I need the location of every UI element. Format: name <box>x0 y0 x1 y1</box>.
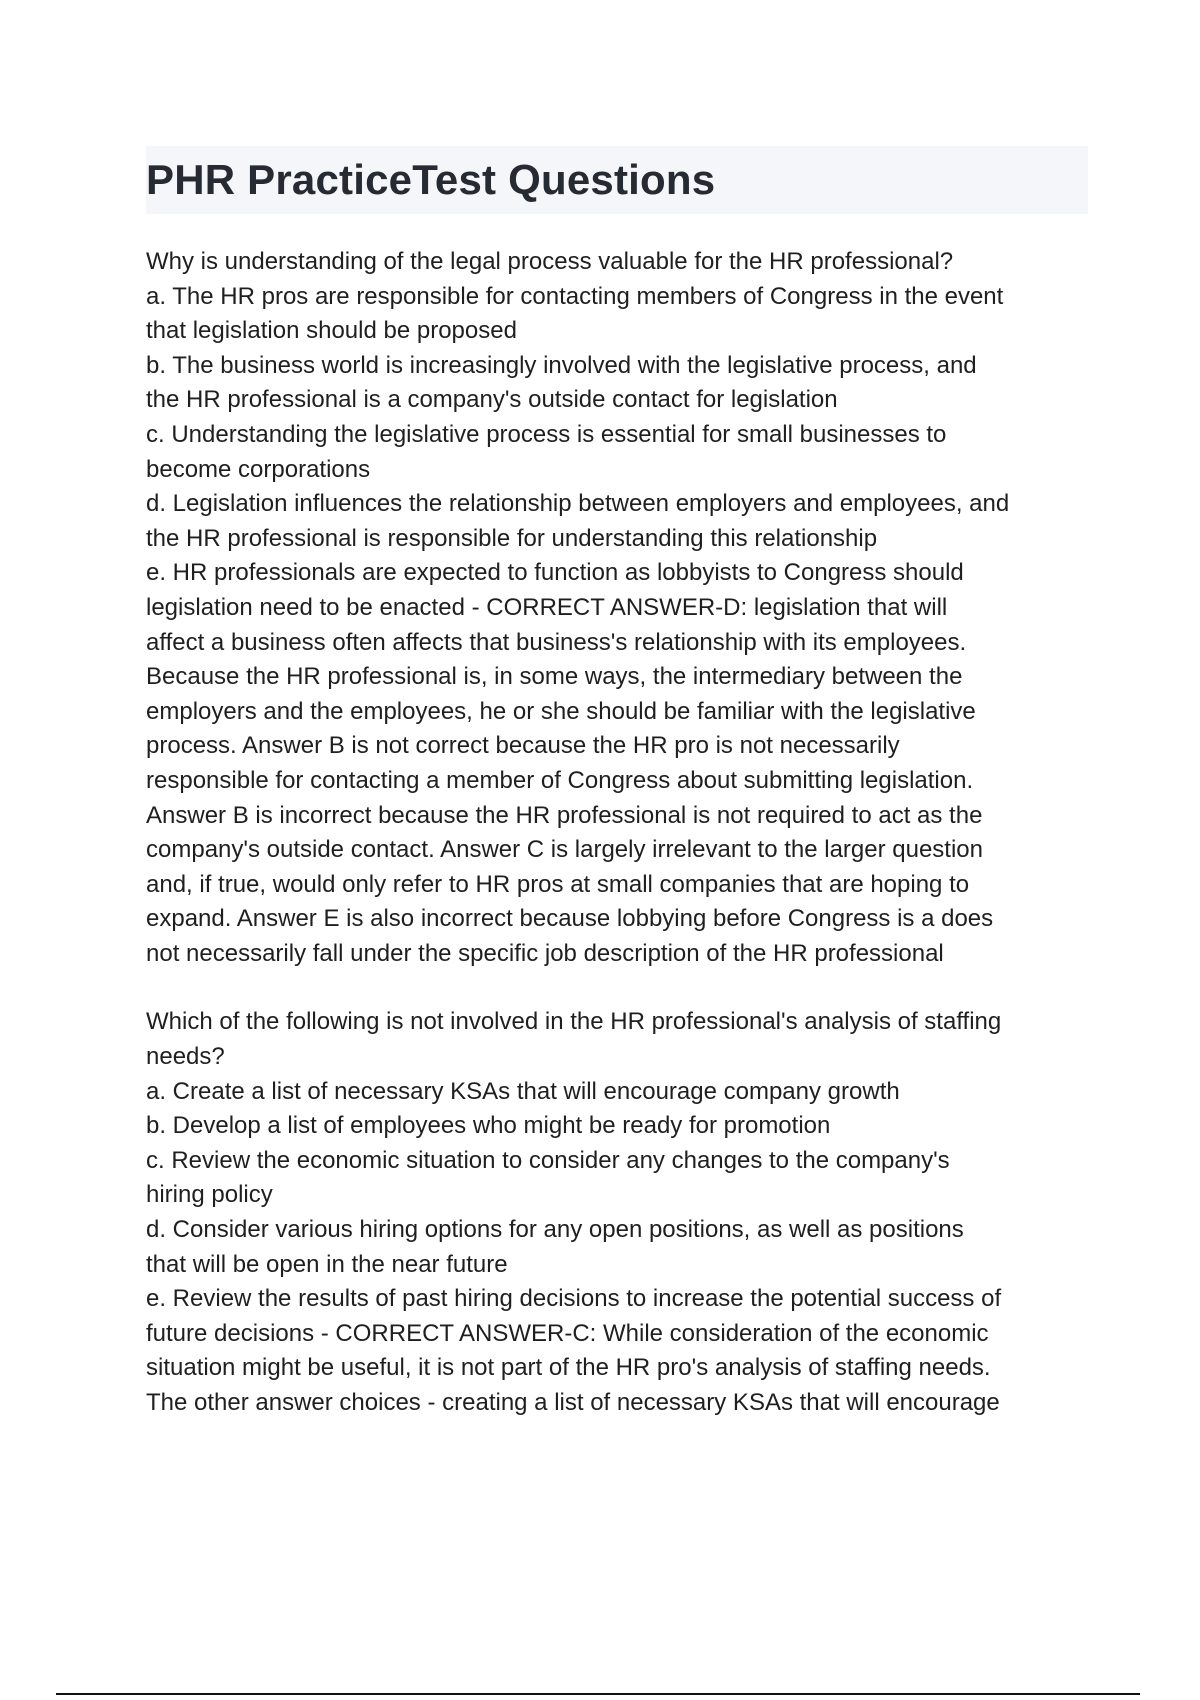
text-line: and, if true, would only refer to HR pros at small companies that are hoping to <box>146 870 970 898</box>
text-line: c. Understanding the legislative process is essential for small businesses to <box>146 420 947 448</box>
text-line: not necessarily fall under the specific job description of the HR professional <box>146 939 944 967</box>
text-line: that legislation should be proposed <box>146 317 517 345</box>
text-line: responsible for contacting a member of Congress about submitting legislation. <box>146 766 974 794</box>
text-line: expand. Answer E is also incorrect because lobbying before Congress is a does <box>146 905 994 933</box>
text-line: needs? <box>146 1043 225 1071</box>
text-line: affect a business often affects that business's relationship with its employees. <box>146 628 967 656</box>
text-line: company's outside contact. Answer C is largely irrelevant to the larger question <box>146 836 983 864</box>
text-line: b. Develop a list of employees who might be ready for promotion <box>146 1112 831 1140</box>
text-line: a. The HR pros are responsible for contacting members of Congress in the event <box>146 282 1004 310</box>
text-line: d. Legislation influences the relationship between employers and employees, and <box>146 490 1010 518</box>
text-line: Which of the following is not involved in the HR professional's analysis of staffing <box>146 1008 1002 1036</box>
text-line: employers and the employees, he or she should be familiar with the legislative <box>146 697 976 725</box>
text-line: future decisions - CORRECT ANSWER-C: While consideration of the economic <box>146 1319 989 1347</box>
text-line: a. Create a list of necessary KSAs that will encourage company growth <box>146 1077 900 1105</box>
text-line: Answer B is incorrect because the HR professional is not required to act as the <box>146 801 983 829</box>
title-band <box>146 146 1088 214</box>
text-line: situation might be useful, it is not part of the HR pro's analysis of staffing needs. <box>146 1354 991 1382</box>
text-line: the HR professional is responsible for understanding this relationship <box>146 524 878 552</box>
text-line: the HR professional is a company's outside contact for legislation <box>146 386 838 414</box>
text-line: become corporations <box>146 455 371 483</box>
text-line: The other answer choices - creating a list of necessary KSAs that will encourage <box>146 1389 1000 1416</box>
text-line: e. HR professionals are expected to function as lobbyists to Congress should <box>146 559 964 587</box>
page-bottom-divider <box>56 1693 1140 1695</box>
question-block-2 <box>146 1005 1106 1420</box>
text-line: c. Review the economic situation to consider any changes to the company's <box>146 1146 950 1174</box>
page-title: PHR PracticeTest Questions <box>146 156 716 203</box>
text-line: hiring policy <box>146 1181 273 1209</box>
text-line: d. Consider various hiring options for any open positions, as well as positions <box>146 1216 964 1244</box>
document-body <box>146 245 1106 1455</box>
text-line: that will be open in the near future <box>146 1250 508 1278</box>
text-line: process. Answer B is not correct because the HR pro is not necessarily <box>146 732 900 760</box>
question-block-1 <box>146 245 1106 971</box>
text-line: legislation need to be enacted - CORRECT ANSWER-D: legislation that will <box>146 593 948 621</box>
text-line: b. The business world is increasingly involved with the legislative process, and <box>146 351 977 379</box>
text-line: Why is understanding of the legal process valuable for the HR professional? <box>146 248 954 275</box>
text-line: e. Review the results of past hiring decisions to increase the potential success of <box>146 1285 1002 1313</box>
text-line: Because the HR professional is, in some ways, the intermediary between the <box>146 663 963 691</box>
